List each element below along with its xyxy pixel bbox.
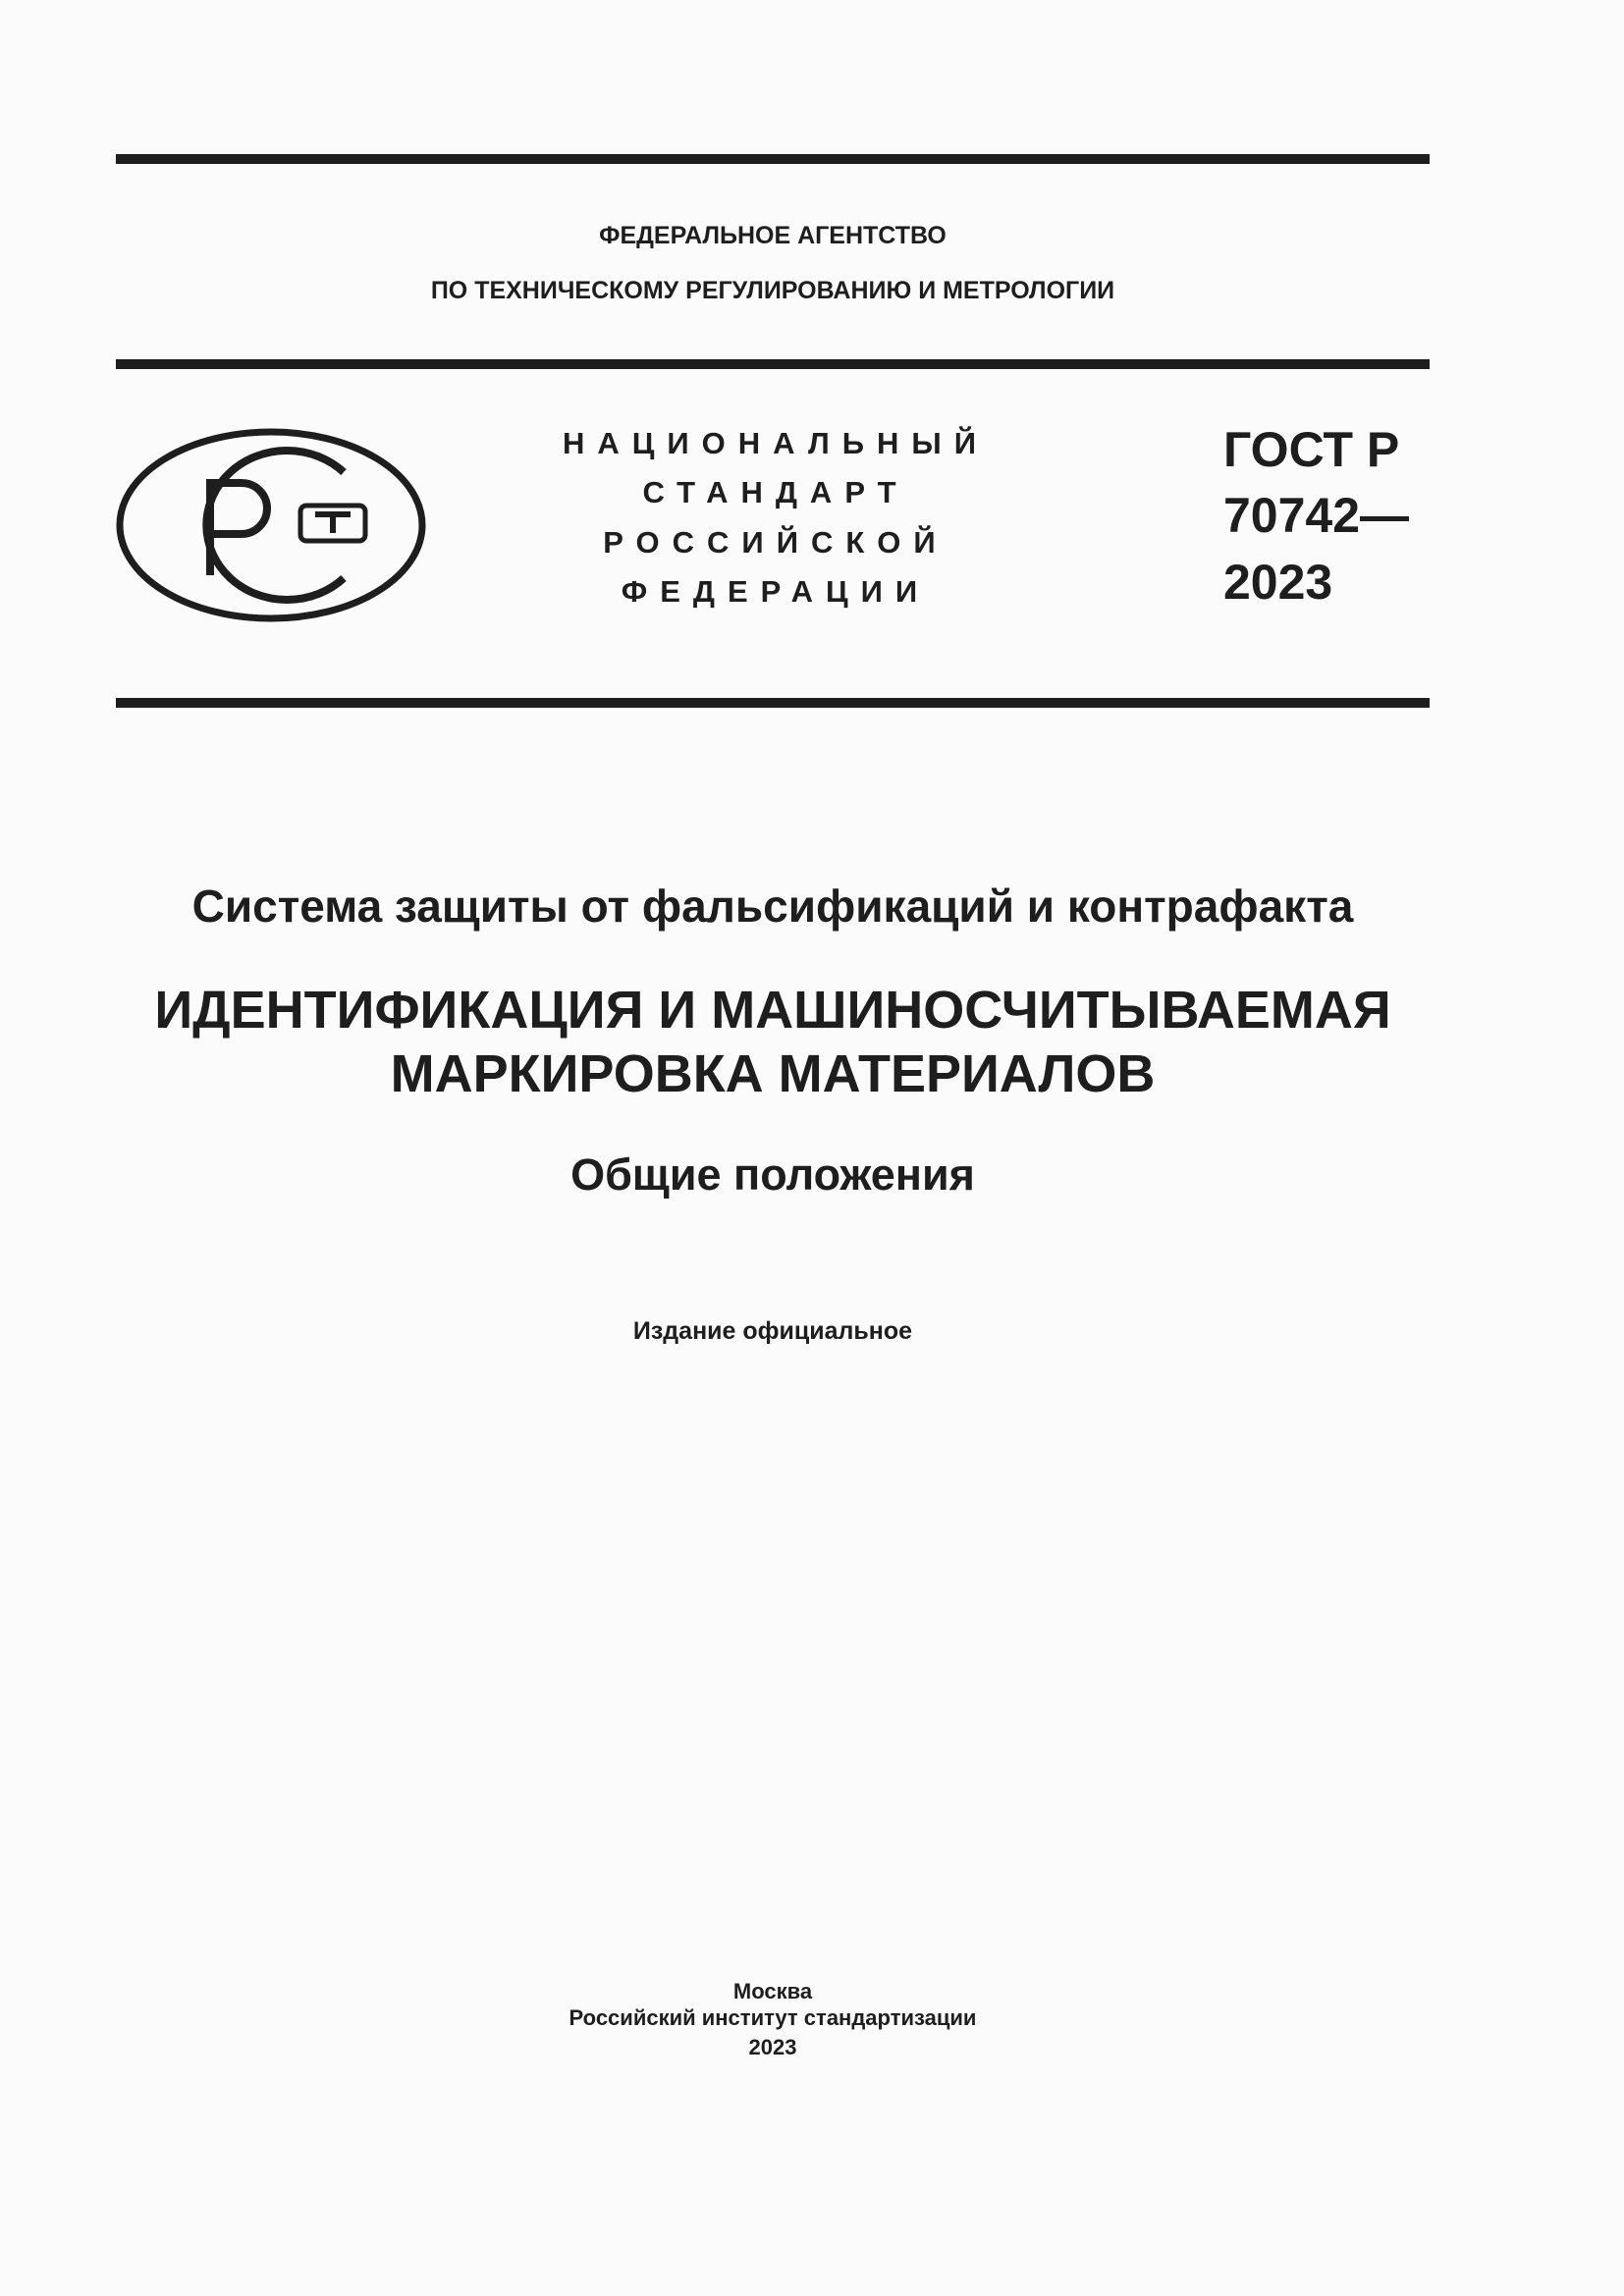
standard-designation-line-1: ГОСТ Р — [1223, 422, 1400, 477]
top-rule — [116, 154, 1430, 164]
agency-line-1: ФЕДЕРАЛЬНОЕ АГЕНТСТВО — [599, 222, 947, 249]
publisher-year: 2023 — [748, 2035, 797, 2059]
national-standard-line-1: НАЦИОНАЛЬНЫЙ — [562, 426, 990, 460]
document-series: Система защиты от фальсификаций и контрафакта — [191, 881, 1354, 932]
publisher-city: Москва — [732, 1979, 813, 2003]
agency-line-2: ПО ТЕХНИЧЕСКОМУ РЕГУЛИРОВАНИЮ И МЕТРОЛОГИИ — [430, 277, 1115, 304]
document-title-line-1: ИДЕНТИФИКАЦИЯ И МАШИНОСЧИТЫВАЕМАЯ — [154, 981, 1391, 1040]
edition-note: Издание официальное — [632, 1317, 913, 1345]
national-standard-line-3: РОССИЙСКОЙ — [603, 525, 948, 560]
national-standard-line-2: СТАНДАРТ — [642, 475, 909, 509]
header-bottom-rule — [116, 698, 1430, 708]
national-standard-line-4: ФЕДЕРАЦИИ — [621, 574, 931, 609]
standard-designation-line-2: 70742— — [1223, 488, 1410, 543]
agency-bottom-rule — [116, 359, 1430, 369]
document-subtitle: Общие положения — [570, 1149, 975, 1200]
rst-certification-mark-icon — [116, 428, 426, 622]
standard-designation-line-3: 2023 — [1223, 555, 1333, 610]
document-title-line-2: МАРКИРОВКА МАТЕРИАЛОВ — [390, 1044, 1156, 1103]
publisher-name: Российский институт стандартизации — [568, 2005, 977, 2030]
